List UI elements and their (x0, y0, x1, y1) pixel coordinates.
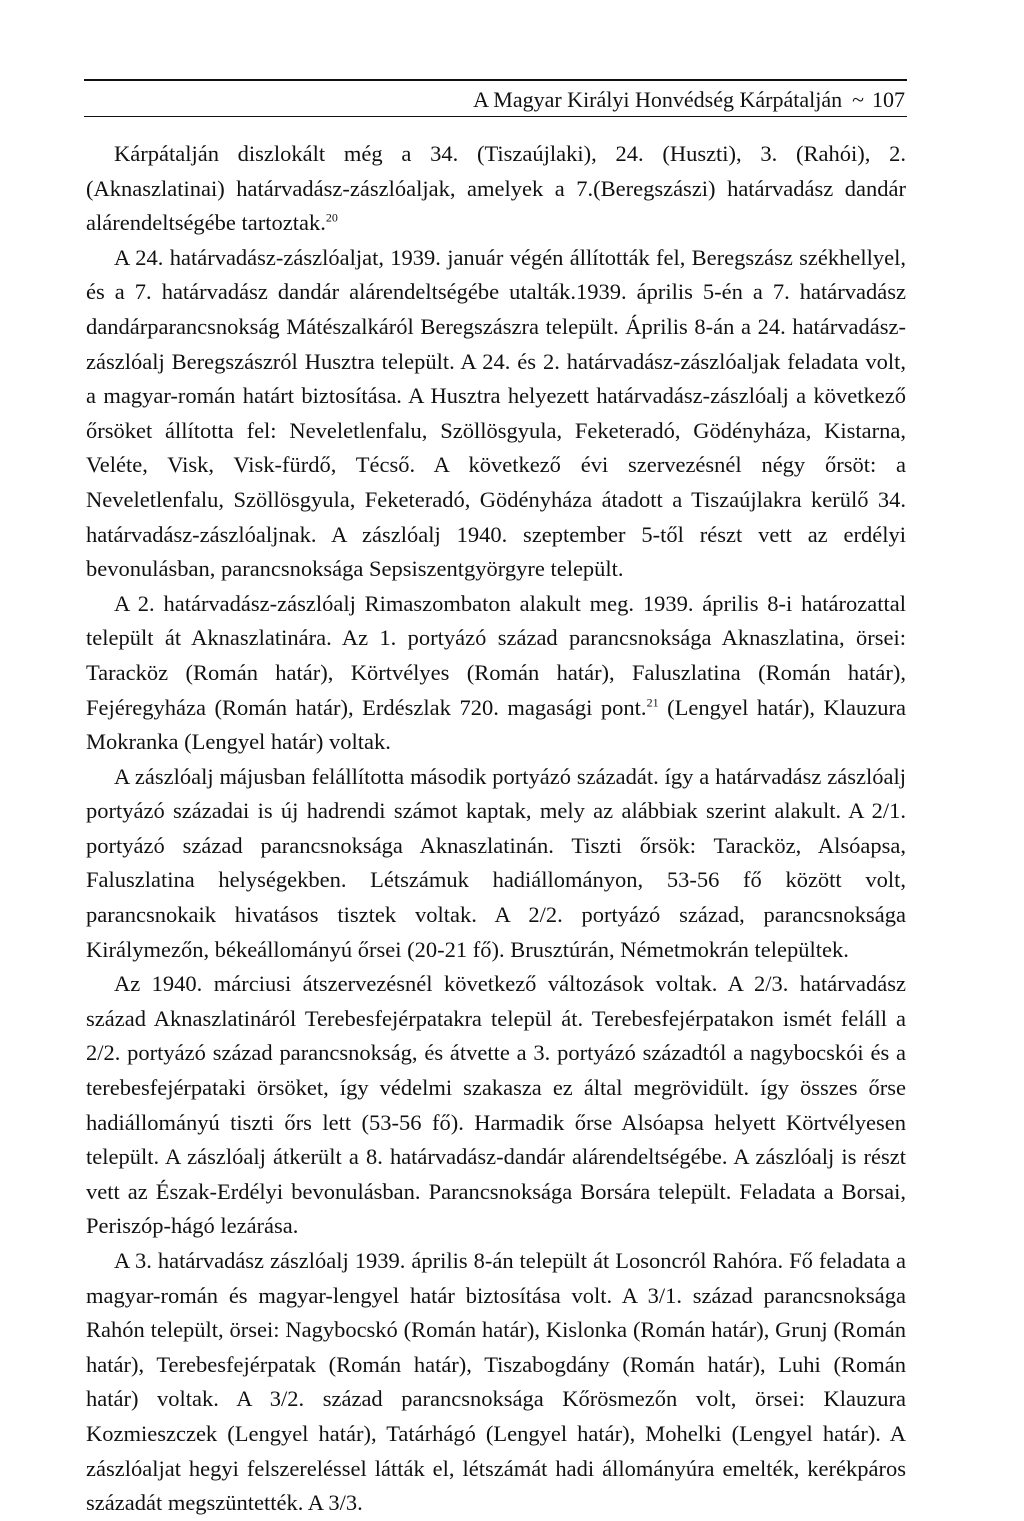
header-separator: ~ (852, 87, 864, 112)
paragraph-text: (Lengyel határ), Klauzura Mokranka (Lengyel határ) voltak. (86, 694, 906, 755)
paragraph-text: Az 1940. márciusi átszervezésnél következő változások voltak. A 2/3. határvadász század Aknaszlatináról Terebesfejérpatakra települ át. Terebesfejérpatakon ismét feláll a 2/2. portyázó század parancsnokság, és átvette a 3. portyázó századtól a nagybocskói és a terebesfejérpataki örsöket, így védelmi szakasza ez által megrövidült. így összes őrse hadiállományú tiszti őrs lett (53-56 fő). Harmadik őrse Alsóapsa helyett Körtvélyesen települt. A zászlóalj átkerült a 8. határvadász-dandár alárendeltségébe. A zászlóalj is részt vett az Észak-Erdélyi bevonulásban. Parancsnoksága Borsára települt. Feladata a Borsai, Periszóp-hágó lezárása. (86, 971, 906, 1239)
paragraph (86, 137, 906, 241)
paragraph (86, 1244, 906, 1521)
header-title: A Magyar Királyi Honvédség Kárpátalján (473, 87, 843, 112)
page-number: 107 (872, 87, 905, 112)
paragraph-text: Kárpátalján diszlokált még a 34. (Tiszaújlaki), 24. (Huszti), 3. (Rahói), 2. (Aknaszlatinai) határvadász-zászlóaljak, amelyek a 7.(Beregszászi) határvadász dandár alárendeltségébe tartoztak. (86, 141, 906, 236)
running-header (84, 79, 907, 117)
paragraph (86, 587, 906, 760)
footnote-ref: 20 (325, 210, 338, 225)
body-text (86, 137, 906, 1521)
footnote-ref: 21 (646, 695, 659, 710)
paragraph-text: A zászlóalj májusban felállította második portyázó századát. így a határvadász zászlóalj portyázó századai is új hadrendi számot kaptak, mely az alábbiak szerint alakult. A 2/1. portyázó század parancsnoksága Aknaszlatinán. Tiszti őrsök: Taracköz, Alsóapsa, Faluszlatina helységekben. Létszámuk hadiállományon, 53-56 fő között volt, parancsnokaik hivatásos tisztek voltak. A 2/2. portyázó század, parancsnoksága Királymezőn, békeállományú őrsei (20-21 fő). Brusztúrán, Németmokrán települtek. (86, 763, 906, 962)
header-line (473, 87, 905, 113)
paragraph-text: A 24. határvadász-zászlóaljat, 1939. január végén állították fel, Beregszász székhellyel, és a 7. határvadász dandár alárendeltségébe utalták.1939. április 5-én a 7. határvadász dandárparancsnokság Mátészalkáról Beregszászra települt. Április 8-án a 24. határvadász-zászlóalj Beregszászról Husztra települt. A 24. és 2. határvadász-zászlóaljak feladata volt, a magyar-román határt biztosítása. A Husztra helyezett határvadász-zászlóalj a következő őrsöket állította fel: Neveletlenfalu, Szöllösgyula, Feketeradó, Gödényháza, Kistarna, Veléte, Visk, Visk-fürdő, Técső. A következő évi szervezésnél négy őrsöt: a Neveletlenfalu, Szöllösgyula, Feketeradó, Gödényháza átadott a Tiszaújlakra kerülő 34. határvadász-zászlóaljnak. A zászlóalj 1940. szeptember 5-től részt vett az erdélyi bevonulásban, parancsnoksága Sepsiszentgyörgyre települt. (86, 244, 906, 582)
paragraph-text: A 3. határvadász zászlóalj 1939. április 8-án települt át Losoncról Rahóra. Fő feladata a magyar-román és magyar-lengyel határ biztosítása volt. A 3/1. század parancsnoksága Rahón települt, örsei: Nagybocskó (Román határ), Kislonka (Román határ), Grunj (Román határ), Terebesfejérpatak (Román határ), Tiszabogdány (Román határ), Luhi (Román határ) voltak. A 3/2. század parancsnoksága Kőrösmezőn volt, örsei: Klauzura Kozmieszczek (Lengyel határ), Tatárhágó (Lengyel határ), Mohelki (Lengyel határ). A zászlóaljat hegyi felszereléssel látták el, létszámát hadi állományúra emelték, kerékpáros századát megszüntették. A 3/3. (86, 1248, 906, 1516)
paragraph (86, 967, 906, 1244)
paragraph-text: A 2. határvadász-zászlóalj Rimaszombaton alakult meg. 1939. április 8-i határozattal települt át Aknaszlatinára. Az 1. portyázó század parancsnoksága Aknaszlatina, örsei: Taracköz (Román határ), Körtvélyes (Román határ), Faluszlatina (Román határ), Fejéregyháza (Román határ), Erdészlak 720. magasági pont. (86, 590, 906, 720)
paragraph (86, 241, 906, 587)
paragraph (86, 760, 906, 968)
